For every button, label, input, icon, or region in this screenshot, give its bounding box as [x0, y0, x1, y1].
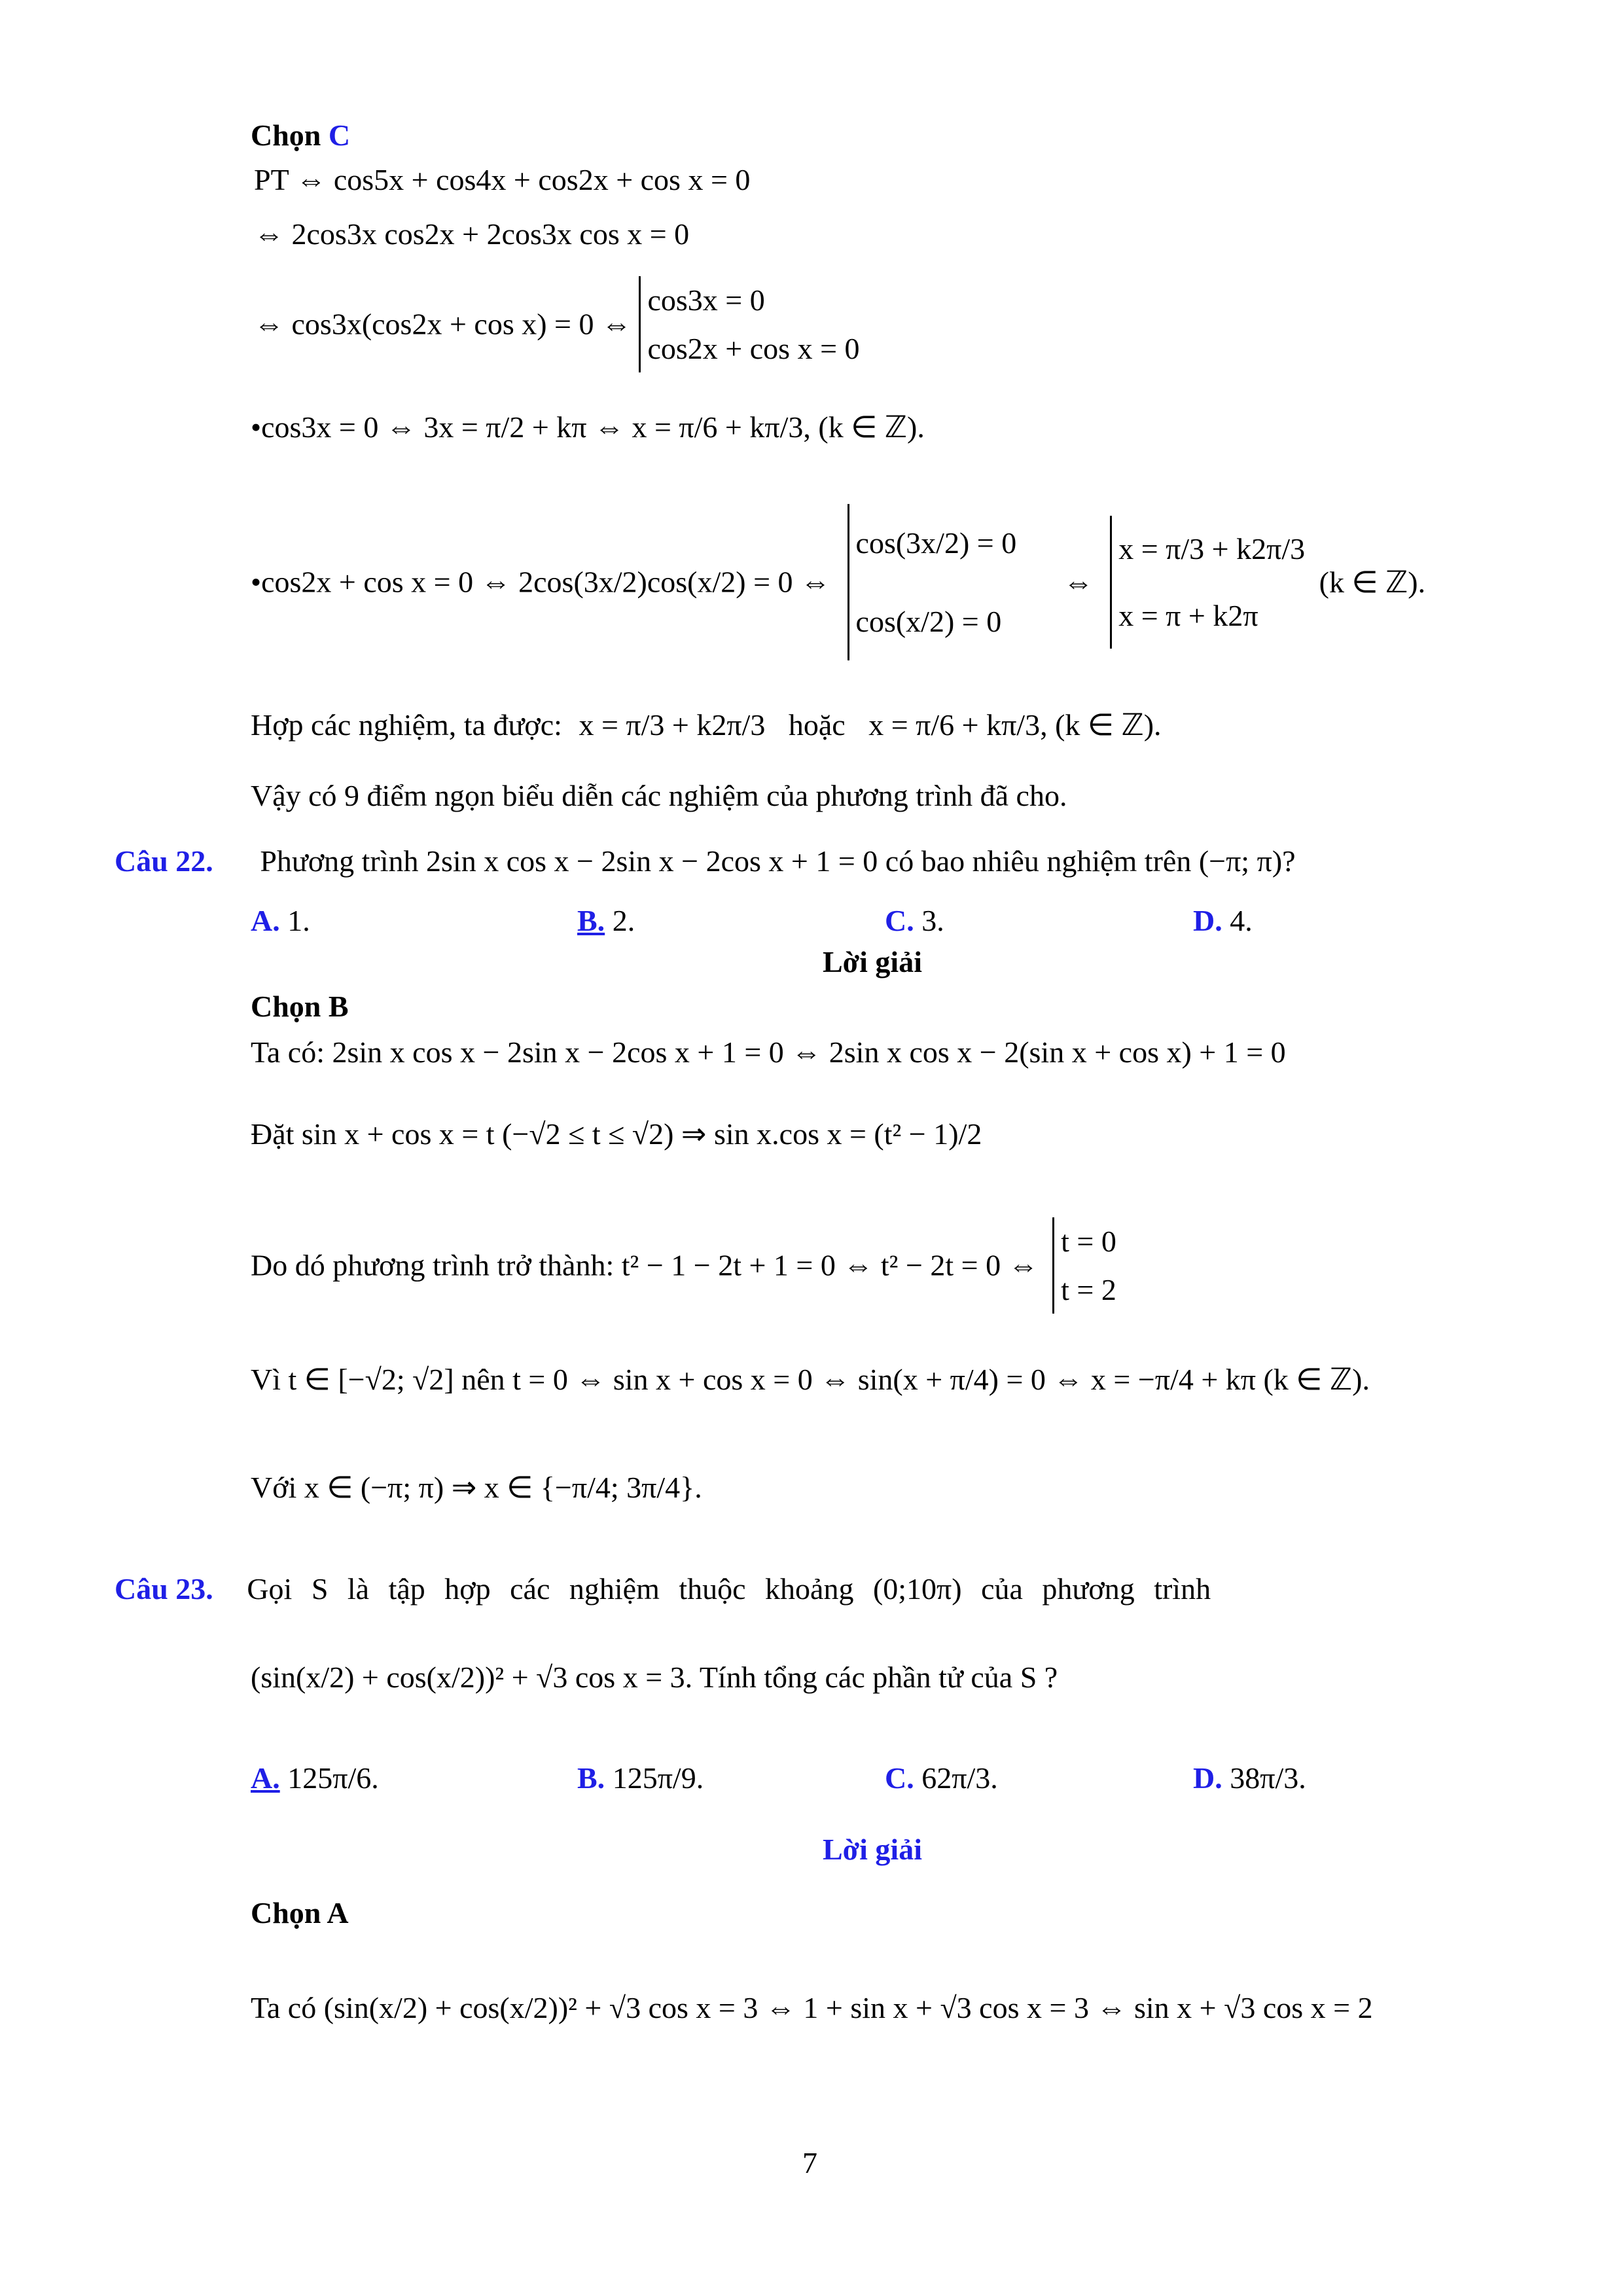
- solution-heading: Lời giải: [823, 1833, 922, 1866]
- equation-line-3: [254, 276, 860, 372]
- solution-line-1: Ta có: 2sin x cos x − 2sin x − 2cos x + 1 = 0 ⇔ 2sin x cos x − 2(sin x + cos x) + 1 = 0: [251, 1035, 1286, 1069]
- answer-choice: Chọn B: [251, 990, 349, 1023]
- solution-heading: Lời giải: [823, 945, 922, 978]
- option-b: B. 2.: [577, 904, 635, 937]
- solution-line-1: Ta có (sin(x/2) + cos(x/2))² + √3 cos x = 3 ⇔ 1 + sin x + √3 cos x = 3 ⇔ sin x + √3 cos x = 2: [251, 1991, 1373, 2024]
- text: Hợp các nghiệm, ta được:: [251, 708, 562, 742]
- text: hoặc: [788, 708, 846, 742]
- eq-text: •cos2x + cos x = 0 ⇔ 2cos(3x/2)cos(x/2) = 0 ⇔: [251, 565, 831, 599]
- question-23: [115, 1574, 1502, 1604]
- bracket-system: [1052, 1217, 1116, 1314]
- question-label: Câu 22.: [115, 844, 213, 878]
- equivalence-sign: ⇔: [1063, 565, 1094, 599]
- option-a: A. 1.: [251, 904, 310, 937]
- eq-text: x = π/6 + kπ/3, (k ∈ ℤ).: [868, 708, 1162, 742]
- question-23-equation: (sin(x/2) + cos(x/2))² + √3 cos x = 3. Tính tổng các phần tử của S ?: [251, 1660, 1058, 1694]
- bracket-row: x = π/3 + k2π/3: [1118, 532, 1306, 566]
- question-text: Phương trình 2sin x cos x − 2sin x − 2cos x + 1 = 0 có bao nhiêu nghiệm trên (−π; π)?: [260, 844, 1296, 878]
- solution-line-4: Vì t ∈ [−√2; √2] nên t = 0 ⇔ sin x + cos x = 0 ⇔ sin(x + π/4) = 0 ⇔ x = −π/4 + kπ (k ∈ ℤ).: [251, 1363, 1370, 1396]
- eq-text: x = π/3 + k2π/3: [579, 708, 766, 742]
- answer-choice: Chọn A: [251, 1896, 349, 1929]
- bracket-row: cos(x/2) = 0: [855, 604, 1002, 638]
- option-d: D. 4.: [1193, 904, 1253, 937]
- option-d: D. 38π/3.: [1193, 1761, 1306, 1795]
- bracket-row: x = π + k2π: [1118, 598, 1258, 632]
- question-text: Gọi S là tập hợp các nghiệm thuộc khoảng (0;10π) của phương trình: [247, 1572, 1211, 1605]
- conclusion-line: [251, 781, 1067, 811]
- equation-line-1: [254, 165, 750, 195]
- solution-line-5: Với x ∈ (−π; π) ⇒ x ∈ {−π/4; 3π/4}.: [251, 1471, 702, 1504]
- equation-line-4: [251, 412, 925, 442]
- eq-text: (k ∈ ℤ).: [1319, 565, 1426, 599]
- bracket-row: cos(3x/2) = 0: [855, 526, 1017, 560]
- option-a: A. 125π/6.: [251, 1761, 379, 1795]
- bracket-row: t = 0: [1061, 1225, 1116, 1258]
- page-number: 7: [802, 2146, 817, 2179]
- equation-line-5: [251, 504, 1425, 660]
- eq-text: Do dó phương trình trở thành: t² − 1 − 2t + 1 = 0 ⇔ t² − 2t = 0 ⇔: [251, 1248, 1039, 1282]
- question-label: Câu 23.: [115, 1572, 213, 1605]
- answer-choice-c: Chọn C: [251, 118, 351, 152]
- question-22: [115, 846, 1296, 876]
- option-c: C. 3.: [885, 904, 944, 937]
- bracket-row: cos2x + cos x = 0: [647, 331, 860, 365]
- bracket-system: [1110, 516, 1305, 648]
- eq-text: ⇔ cos3x(cos2x + cos x) = 0 ⇔: [254, 307, 632, 341]
- bracket-row: t = 2: [1061, 1272, 1116, 1306]
- option-b: B. 125π/9.: [577, 1761, 704, 1795]
- eq-text: PT ⇔ cos5x + cos4x + cos2x + cos x = 0: [254, 163, 751, 196]
- eq-text: ⇔ 2cos3x cos2x + 2cos3x cos x = 0: [254, 217, 690, 251]
- eq-text: •cos3x = 0 ⇔ 3x = π/2 + kπ ⇔ x = π/6 + kπ/3, (k ∈ ℤ).: [251, 410, 925, 444]
- solution-line-3: [251, 1217, 1116, 1314]
- bracket-row: cos3x = 0: [647, 283, 765, 317]
- solution-line-2: Đặt sin x + cos x = t (−√2 ≤ t ≤ √2) ⇒ sin x.cos x = (t² − 1)/2: [251, 1117, 982, 1151]
- bracket-system: [847, 504, 1017, 660]
- text: Vậy có 9 điểm ngọn biểu diễn các nghiệm của phương trình đã cho.: [251, 779, 1067, 812]
- bracket-system: [639, 276, 859, 372]
- option-c: C. 62π/3.: [885, 1761, 998, 1795]
- equation-line-6: [251, 710, 1162, 740]
- equation-line-2: [254, 219, 689, 249]
